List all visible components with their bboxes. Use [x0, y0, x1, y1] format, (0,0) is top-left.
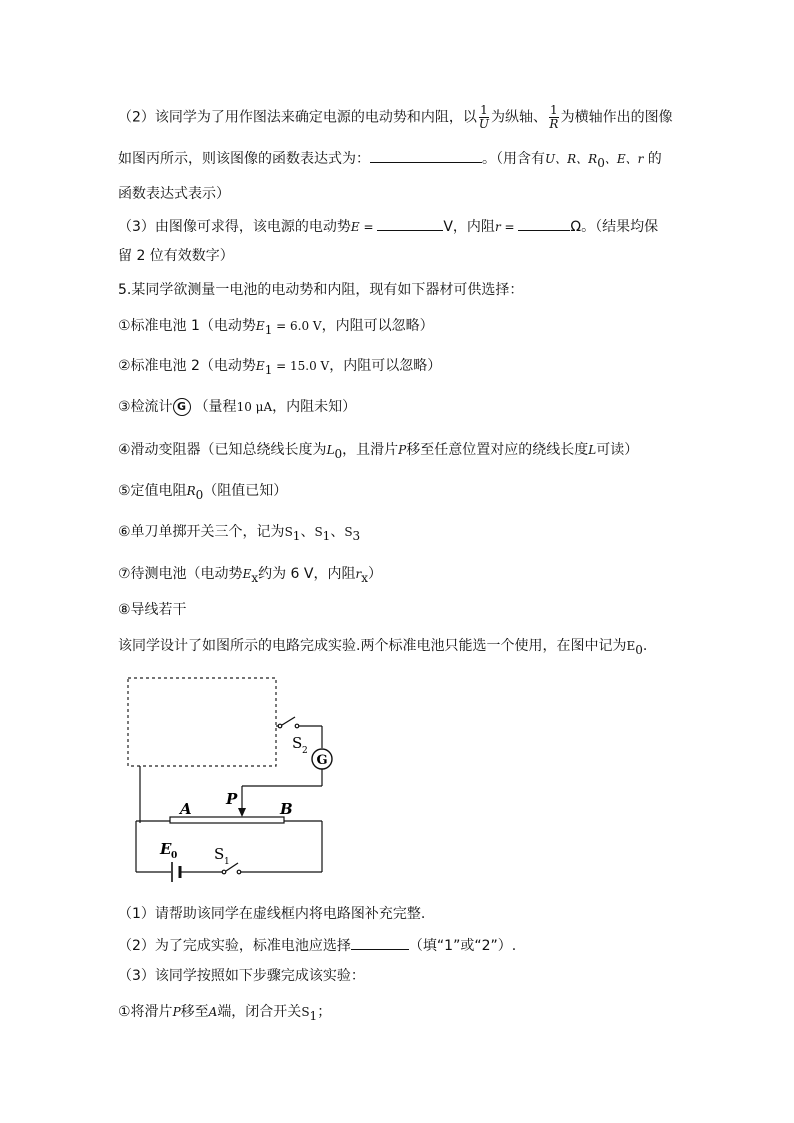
- fraction-denominator: U: [478, 117, 490, 131]
- subscript: 0: [635, 642, 643, 657]
- q2-text: 。（用含有: [482, 151, 545, 167]
- item-text: 约为 6 V，内阻: [258, 566, 356, 582]
- q5-item-8: [118, 600, 187, 620]
- subscript: 1: [264, 322, 273, 337]
- item-text: ③检流计: [118, 399, 173, 415]
- item-text: （量程: [194, 399, 237, 415]
- galvanometer-icon: G: [173, 398, 191, 416]
- item-text: ，且滑片: [342, 442, 399, 458]
- q5-title-text: 5.某同学欲测量一电池的电动势和内阻，现有如下器材可供选择：: [118, 282, 524, 298]
- slider-arrow: [238, 808, 246, 817]
- step-text: 移至: [180, 1004, 209, 1020]
- emf-symbol: E: [350, 220, 360, 234]
- resistance-symbol: r: [494, 220, 501, 234]
- q2-line2: [118, 148, 662, 173]
- subscript: 1: [322, 528, 331, 543]
- fraction-1-over-r: [549, 104, 559, 131]
- label-e0-subscript: 0: [171, 851, 178, 861]
- q2-line1: [118, 104, 673, 131]
- label-e0: E: [160, 840, 172, 858]
- item-value: = 6.0 V: [272, 319, 322, 333]
- fraction-denominator: R: [549, 117, 559, 131]
- item-text: ⑧导线若干: [118, 602, 187, 618]
- design-text: .: [642, 638, 648, 654]
- equals: =: [500, 220, 519, 234]
- end-symbol: A: [208, 1005, 218, 1019]
- circuit-diagram: [118, 668, 338, 888]
- separator: 、: [330, 524, 345, 540]
- q5-item-1: [118, 316, 434, 340]
- resistor-symbol: R: [186, 484, 196, 498]
- answer-blank-battery[interactable]: [351, 935, 409, 950]
- subscript: 0: [334, 446, 343, 461]
- q3-text: （3）由图像可求得，该电源的电动势: [118, 219, 351, 235]
- subscript: 1: [292, 528, 301, 543]
- item-text: ，内阻可以忽略）: [321, 318, 434, 334]
- label-s2: S: [292, 734, 303, 752]
- q2-text: 为横轴作出的图像: [560, 109, 673, 126]
- label-s2-subscript: 2: [302, 746, 308, 756]
- label-b: B: [280, 800, 293, 818]
- q3-line1: [118, 216, 658, 237]
- switch-s2-contact: [295, 724, 299, 728]
- length-symbol: L: [326, 443, 335, 457]
- dashed-box: [128, 678, 276, 766]
- q2-text: 的: [643, 151, 662, 167]
- label-p: P: [226, 790, 238, 808]
- item-value: = 15.0 V: [272, 359, 330, 373]
- item-value: 10 μA: [236, 400, 273, 414]
- q3-line2: [118, 246, 234, 266]
- slider-symbol: P: [172, 1005, 181, 1019]
- q5-item-2: [118, 356, 441, 380]
- subq-text: （1）请帮助该同学在虚线框内将电路图补充完整.: [118, 906, 426, 922]
- fraction-1-over-u: [479, 104, 489, 131]
- item-text: ⑦待测电池（电动势: [118, 566, 243, 582]
- q5-item-6: [118, 522, 360, 546]
- q3-text: V，内阻: [443, 219, 495, 235]
- q2-text: 函数表达式表示）: [118, 186, 230, 202]
- q3-text: Ω。（结果均保: [570, 219, 659, 235]
- switch-s2-contact: [278, 724, 282, 728]
- item-text: （阻值已知）: [203, 483, 288, 499]
- item-text: 可读）: [596, 442, 639, 458]
- switch-symbol: S: [284, 525, 293, 539]
- q5-item-3: [118, 397, 356, 417]
- subq-2: [118, 935, 516, 956]
- subq-text: （3）该同学按照如下步骤完成该实验：: [118, 968, 365, 984]
- q2-text: （2）该同学为了用作图法来确定电源的电动势和内阻，以: [118, 109, 477, 126]
- item-text: ①标准电池 1（电动势: [118, 318, 256, 334]
- item-text: ，内阻未知）: [272, 399, 357, 415]
- q5-item-7: [118, 564, 382, 588]
- slider-symbol: P: [398, 443, 407, 457]
- item-text: ，内阻可以忽略）: [329, 358, 442, 374]
- separator: 、: [300, 524, 315, 540]
- subscript: 3: [352, 528, 361, 543]
- item-text: ④滑动变阻器（已知总绕线长度为: [118, 442, 327, 458]
- subscript: 0: [195, 487, 204, 502]
- answer-blank-resistance[interactable]: [518, 216, 570, 231]
- switch-s2-blade: [282, 717, 295, 725]
- subscript: x: [251, 570, 259, 585]
- emf-symbol: E: [242, 567, 252, 581]
- step-text: ①将滑片: [118, 1004, 173, 1020]
- step-text: 端，闭合开关: [217, 1004, 302, 1020]
- switch-symbol: S: [301, 1005, 310, 1019]
- fraction-numerator: 1: [550, 103, 558, 117]
- q2-line3: [118, 184, 230, 204]
- subscript: 1: [264, 362, 273, 377]
- label-a: A: [180, 800, 192, 818]
- label-s1-subscript: 1: [224, 857, 230, 867]
- length-symbol: L: [588, 443, 597, 457]
- subscript: 0: [597, 155, 605, 170]
- item-text: ②标准电池 2（电动势: [118, 358, 256, 374]
- q2-variables: 、E、r: [604, 152, 644, 166]
- subscript: x: [361, 570, 369, 585]
- subscript: 1: [309, 1008, 318, 1023]
- resistance-symbol: r: [355, 567, 362, 581]
- subq-3: [118, 966, 365, 986]
- answer-blank-function[interactable]: [370, 148, 482, 163]
- emf-symbol: E: [255, 319, 265, 333]
- q5-item-4: [118, 440, 638, 464]
- q2-text: 如图丙所示，则该图像的函数表达式为：: [118, 151, 370, 167]
- equals: =: [359, 220, 378, 234]
- subq-1: [118, 904, 425, 924]
- switch-s1-contact: [237, 870, 241, 874]
- q3-text: 留 2 位有效数字）: [118, 248, 234, 264]
- item-text: ⑥单刀单掷开关三个，记为: [118, 524, 285, 540]
- q5-design-text: [118, 636, 647, 660]
- subq-text: （填“1”或“2”）.: [408, 938, 517, 954]
- answer-blank-emf[interactable]: [377, 216, 443, 231]
- design-text: 该同学设计了如图所示的电路完成实验.两个标准电池只能选一个使用，在图中记为: [118, 638, 627, 654]
- q2-variables: U、R、R: [545, 152, 598, 166]
- item-text: 移至任意位置对应的绕线长度: [406, 442, 589, 458]
- switch-symbol: S: [314, 525, 323, 539]
- subq-text: （2）为了完成实验，标准电池应选择: [118, 938, 351, 954]
- step-text: ；: [317, 1004, 332, 1020]
- switch-s1-contact: [222, 870, 226, 874]
- item-text: ⑤定值电阻: [118, 483, 187, 499]
- switch-symbol: S: [344, 525, 353, 539]
- emf-symbol: E: [626, 639, 636, 653]
- emf-symbol: E: [255, 359, 265, 373]
- q5-title: [118, 280, 523, 300]
- subq-3-step-1: [118, 1002, 331, 1026]
- label-g: G: [316, 753, 328, 768]
- label-s1: S: [214, 845, 225, 863]
- q2-text: 为纵轴、: [491, 109, 548, 126]
- fraction-numerator: 1: [480, 103, 488, 117]
- q5-item-5: [118, 481, 287, 505]
- item-text: ）: [368, 566, 383, 582]
